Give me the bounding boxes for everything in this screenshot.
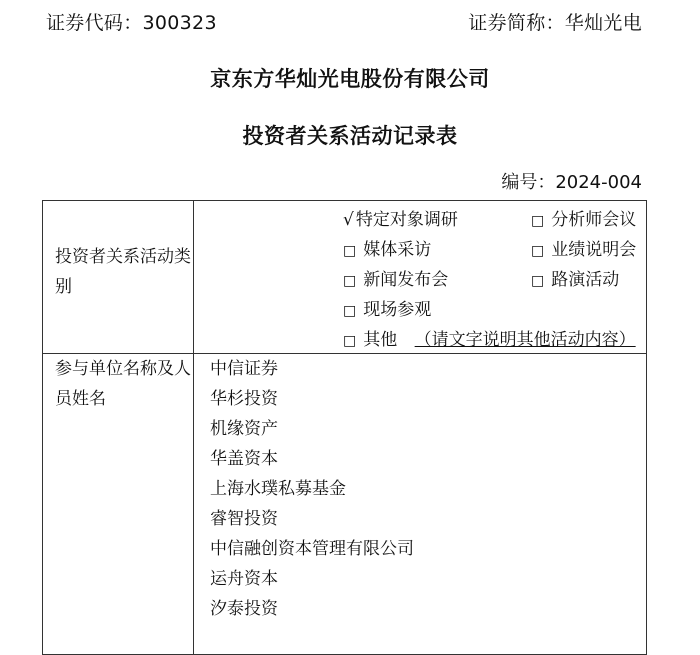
- option-other: [343, 328, 636, 353]
- participant-item: 汐泰投资: [210, 599, 278, 619]
- checkmark-icon: √: [343, 210, 354, 230]
- option-label: 现场参观: [363, 300, 432, 320]
- participant-item: 上海水璞私募基金: [210, 479, 346, 499]
- checkbox-icon: □: [531, 243, 545, 259]
- option-site-visit: [343, 298, 431, 323]
- checkbox-icon: □: [343, 273, 357, 289]
- participant-item: 华盖资本: [210, 449, 278, 469]
- option-specific-research: [343, 208, 458, 232]
- participants-row: [43, 354, 647, 655]
- stock-code: 证券代码：300323: [46, 12, 217, 34]
- option-analyst-meeting: [531, 208, 636, 233]
- company-title: 京东方华灿光电股份有限公司: [210, 67, 490, 91]
- checkbox-icon: □: [531, 213, 545, 229]
- option-label: 媒体采访: [363, 240, 432, 260]
- option-label: 特定对象调研: [355, 210, 458, 230]
- participant-item: 睿智投资: [210, 509, 278, 529]
- document-number: 编号：2024-004: [501, 172, 642, 193]
- participant-item: 机缘资产: [210, 419, 278, 439]
- option-label: 新闻发布会: [363, 270, 449, 290]
- participant-list: [194, 354, 646, 654]
- participant-item: 华杉投资: [210, 389, 278, 409]
- activity-type-label: 投资者关系活动类别: [43, 201, 194, 354]
- activity-type-row: [43, 201, 647, 354]
- option-media-interview: [343, 238, 431, 263]
- option-label: 业绩说明会: [551, 240, 637, 260]
- checkbox-icon: □: [531, 273, 545, 289]
- option-label: 路演活动: [551, 270, 620, 290]
- participant-item: 中信证券: [210, 359, 278, 379]
- checkbox-icon: □: [343, 303, 357, 319]
- activity-record-table: [42, 200, 647, 655]
- checkbox-icon: □: [343, 333, 357, 349]
- other-activity-note: （请文字说明其他活动内容）: [414, 330, 636, 350]
- checkbox-icon: □: [343, 243, 357, 259]
- option-roadshow: [531, 268, 619, 293]
- participant-item: 中信融创资本管理有限公司: [210, 539, 414, 559]
- participant-item: 运舟资本: [210, 569, 278, 589]
- activity-type-options: [194, 201, 647, 354]
- option-label: 其他: [363, 330, 398, 350]
- form-title: 投资者关系活动记录表: [242, 124, 458, 148]
- option-earnings-call: [531, 238, 636, 263]
- stock-short-name: 证券简称：华灿光电: [468, 12, 642, 34]
- option-press-conference: [343, 268, 448, 293]
- option-label: 分析师会议: [551, 210, 637, 230]
- participants-cell: [194, 354, 647, 655]
- participants-label: 参与单位名称及人员姓名: [43, 354, 194, 655]
